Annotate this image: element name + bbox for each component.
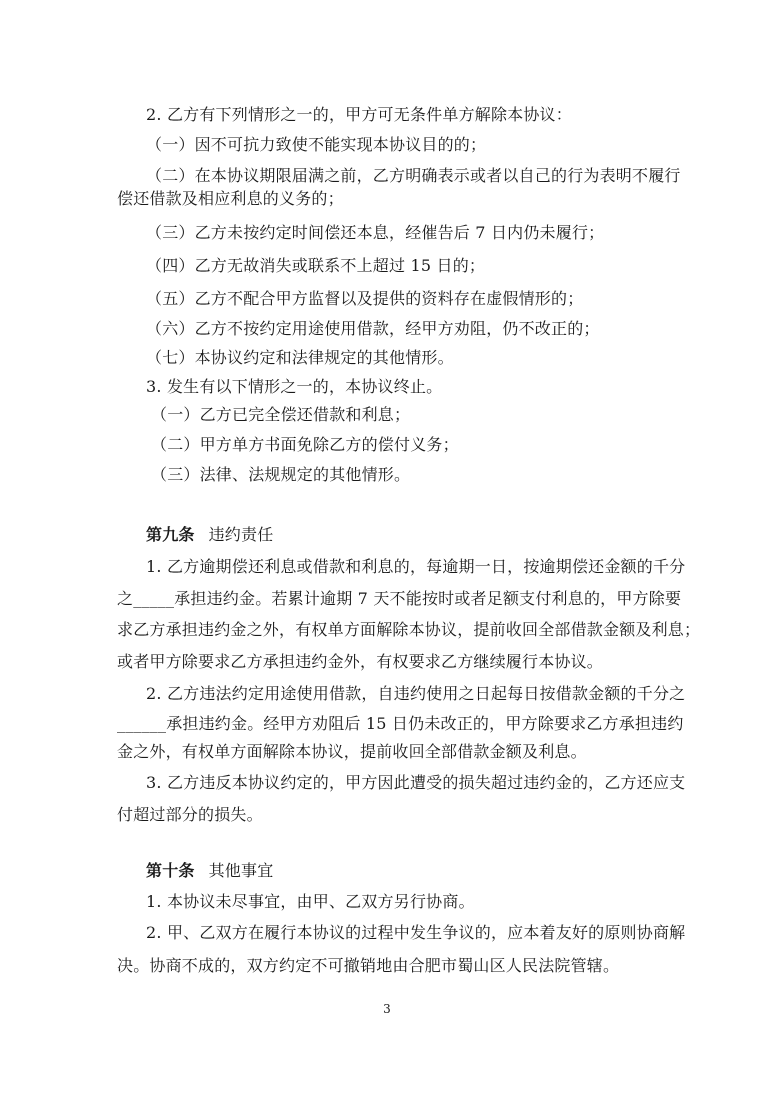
clause-2-intro: 2. 乙方有下列情形之一的，甲方可无条件单方解除本协议：	[146, 105, 572, 124]
section-9-line-3: 求乙方承担违约金之外，有权单方面解除本协议，提前收回全部借款金额及利息；	[117, 620, 701, 639]
clause-2-item-1: （一）因不可抗力致使不能实现本协议目的的；	[146, 135, 487, 154]
clause-2-item-4: （四）乙方无故消失或联系不上超过 15 日的；	[146, 256, 486, 275]
clause-3-intro: 3. 发生有以下情形之一的，本协议终止。	[146, 377, 443, 396]
section-9-line-9: 付超过部分的损失。	[117, 805, 263, 824]
section-10-line-1: 1. 本协议未尽事宜，由甲、乙双方另行协商。	[146, 892, 475, 911]
section-10-line-3: 决。协商不成的，双方约定不可撤销地由合肥市蜀山区人民法院管辖。	[117, 956, 620, 975]
clause-3-item-2: （二）甲方单方书面免除乙方的偿付义务；	[151, 435, 459, 454]
page-number: 3	[383, 1002, 391, 1016]
section-9-line-5: 2. 乙方违法约定用途使用借款，自违约使用之日起每日按借款金额的千分之	[146, 684, 686, 703]
section-9-number: 第九条	[146, 525, 195, 544]
section-10-number: 第十条	[146, 861, 195, 880]
clause-2-item-3: （三）乙方未按约定时间偿还本息，经催告后 7 日内仍未履行；	[146, 223, 605, 242]
clause-2-item-5: （五）乙方不配合甲方监督以及提供的资料存在虚假情形的；	[146, 289, 584, 308]
section-9-line-7: 金之外，有权单方面解除本协议，提前收回全部借款金额及利息。	[117, 742, 587, 761]
section-9-line-6: ______承担违约金。经甲方劝阻后 15 日仍未改正的，甲方除要求乙方承担违约	[117, 714, 684, 733]
section-9-title: 违约责任	[208, 525, 274, 544]
section-9-line-4: 或者甲方除要求乙方承担违约金外，有权要求乙方继续履行本协议。	[117, 652, 604, 671]
section-10-line-2: 2. 甲、乙双方在履行本协议的过程中发生争议的，应本着友好的原则协商解	[146, 923, 686, 942]
clause-2-item-6: （六）乙方不按约定用途使用借款，经甲方劝阻，仍不改正的；	[146, 319, 600, 338]
section-9-heading	[146, 524, 273, 546]
clause-3-item-1: （一）乙方已完全偿还借款和利息；	[151, 405, 411, 424]
section-9-line-8: 3. 乙方违反本协议约定的，甲方因此遭受的损失超过违约金的，乙方还应支	[146, 773, 686, 792]
section-10-title: 其他事宜	[208, 861, 274, 880]
section-9-line-1: 1. 乙方逾期偿还利息或借款和利息的，每逾期一日，按逾期偿还金额的千分	[146, 557, 686, 576]
section-9-line-2: 之_____承担违约金。若累计逾期 7 天不能按时或者足额支付利息的，甲方除要	[117, 589, 682, 608]
clause-2-item-2-cont: 偿还借款及相应利息的义务的；	[117, 189, 344, 208]
clause-2-item-2: （二）在本协议期限届满之前，乙方明确表示或者以自己的行为表明不履行	[146, 166, 681, 185]
clause-3-item-3: （三）法律、法规规定的其他情形。	[151, 465, 411, 484]
section-10-heading	[146, 860, 273, 882]
clause-2-item-7: （七）本协议约定和法律规定的其他情形。	[146, 348, 454, 367]
